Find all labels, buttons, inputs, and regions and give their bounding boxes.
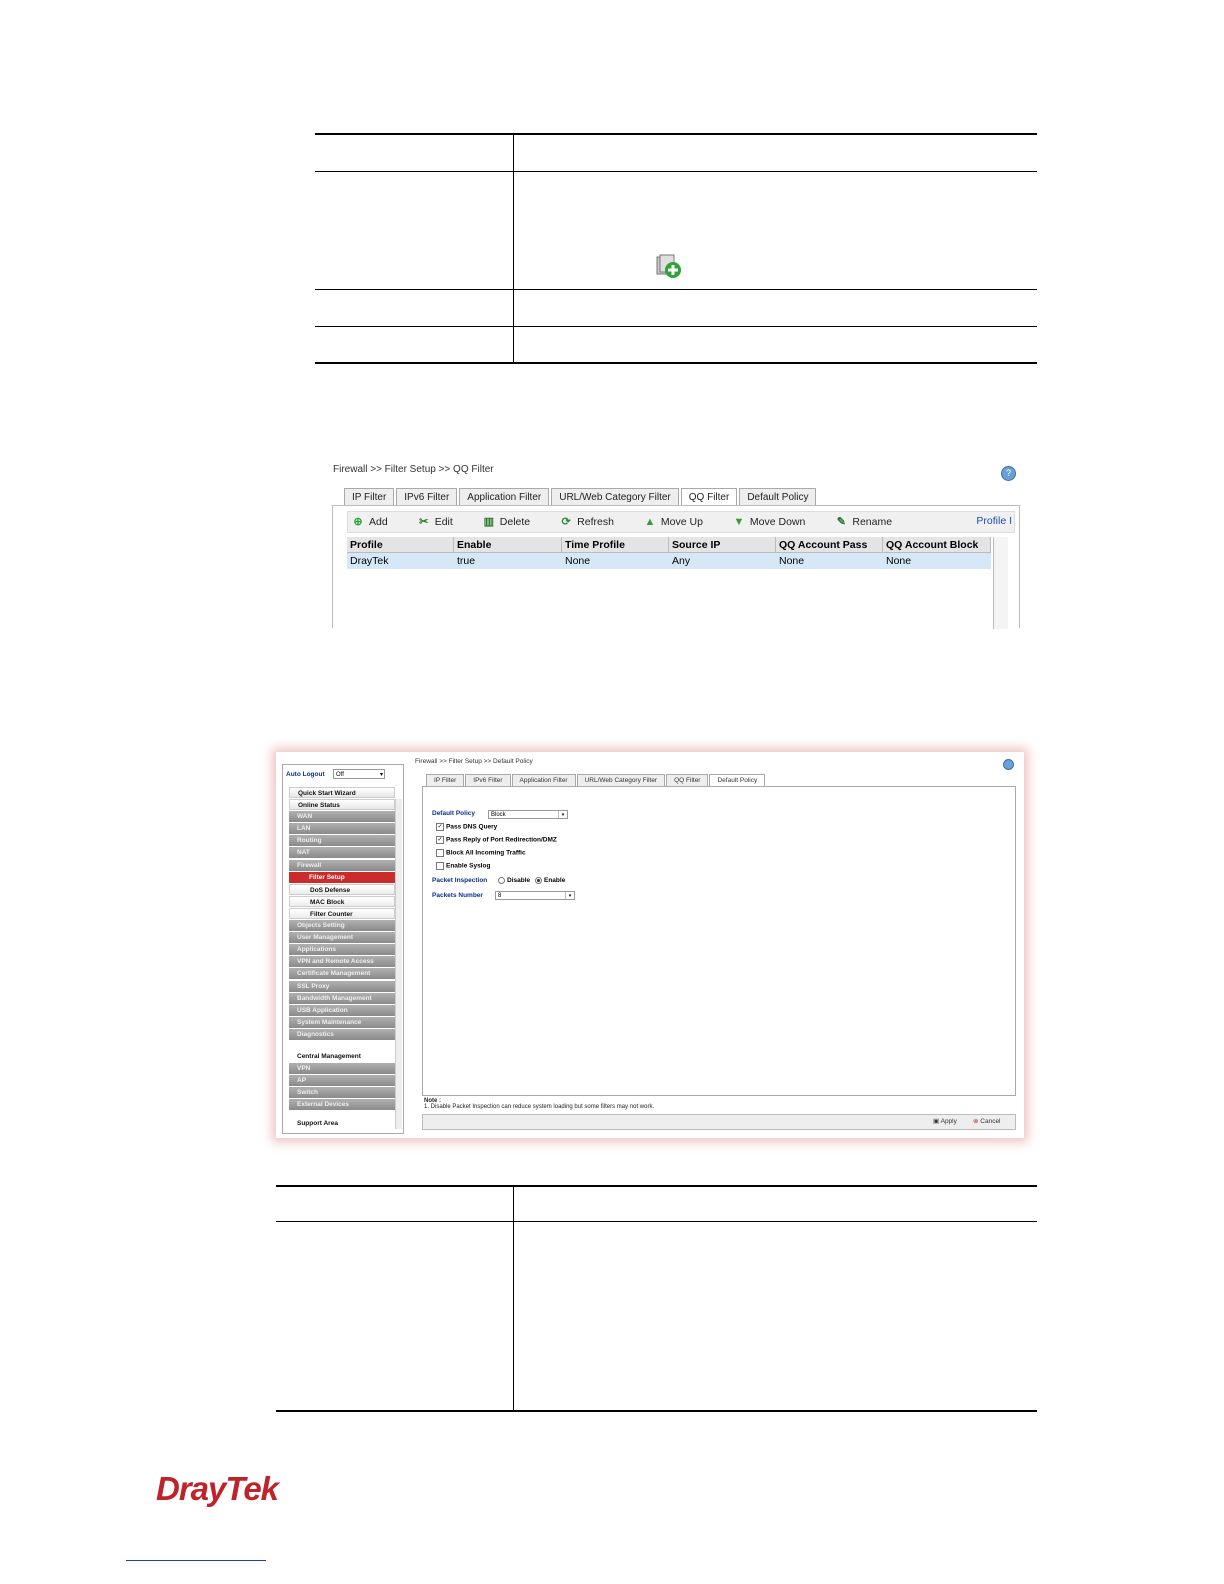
- sidebar-item-dos-defense[interactable]: DoS Defense: [289, 884, 395, 895]
- column-header[interactable]: Enable: [454, 537, 562, 553]
- default-policy-select[interactable]: Block ▾: [488, 810, 568, 819]
- enable-radio[interactable]: [535, 877, 542, 884]
- edit-icon: ✂: [419, 516, 429, 528]
- disable-radio[interactable]: [498, 877, 505, 884]
- help-icon[interactable]: ?: [1001, 466, 1016, 481]
- sidebar-item-quick-start-wizard[interactable]: Quick Start Wizard: [289, 787, 395, 798]
- column-header[interactable]: QQ Account Pass: [776, 537, 883, 553]
- chevron-down-icon: ▾: [379, 772, 383, 778]
- packet-inspection-label: Packet Inspection: [432, 877, 488, 884]
- sidebar-item-external-devices[interactable]: External Devices: [289, 1099, 395, 1110]
- rename-button[interactable]: ✎ Rename: [836, 516, 893, 528]
- sidebar-item-switch[interactable]: Switch: [289, 1087, 395, 1098]
- tab-default-policy[interactable]: Default Policy: [739, 488, 816, 506]
- qq-filter-panel: [330, 462, 1020, 627]
- delete-button[interactable]: ▥ Delete: [483, 516, 531, 528]
- help-icon[interactable]: [1003, 759, 1014, 770]
- tab-ipv6-filter[interactable]: IPv6 Filter: [396, 488, 457, 506]
- breadcrumb: Firewall >> Filter Setup >> Default Policy: [415, 758, 533, 765]
- trash-icon: ▥: [483, 516, 494, 528]
- sidebar-item-nat[interactable]: NAT: [289, 847, 395, 858]
- sidebar-item-user-management[interactable]: User Management: [289, 932, 395, 943]
- pass-dns-label: Pass DNS Query: [446, 823, 498, 831]
- pass-dns-checkbox[interactable]: ✓: [437, 824, 443, 830]
- disable-label: Disable: [507, 877, 531, 885]
- action-bar: [422, 1114, 1016, 1130]
- sidebar-item-vpn[interactable]: VPN: [289, 1063, 395, 1074]
- sidebar-item-online-status[interactable]: Online Status: [289, 799, 395, 810]
- cancel-button[interactable]: ⊗ Cancel: [973, 1118, 1001, 1125]
- sidebar-item-certificate-management[interactable]: Certificate Management: [289, 968, 395, 979]
- enable-syslog-label: Enable Syslog: [446, 862, 491, 870]
- enable-label: Enable: [544, 877, 566, 885]
- sidebar-item-firewall[interactable]: Firewall: [289, 860, 395, 871]
- rename-icon: ✎: [836, 516, 846, 528]
- refresh-icon: ⟳: [561, 516, 571, 528]
- tab-application-filter[interactable]: Application Filter: [512, 774, 576, 787]
- chevron-down-icon: ▾: [565, 892, 574, 899]
- move-up-button[interactable]: ▲ Move Up: [644, 516, 703, 528]
- sidebar-item-mac-block[interactable]: MAC Block: [289, 896, 395, 907]
- table-header: [347, 537, 991, 553]
- sidebar-item-wan[interactable]: WAN: [289, 811, 395, 822]
- tab-url-web-category-filter[interactable]: URL/Web Category Filter: [577, 774, 666, 787]
- table-cell: Any: [669, 553, 776, 569]
- add-profile-icon: [655, 253, 683, 279]
- tab-application-filter[interactable]: Application Filter: [459, 488, 549, 506]
- arrow-down-icon: ▼: [733, 516, 745, 528]
- tab-content: [332, 505, 1020, 628]
- pass-reply-label: Pass Reply of Port Redirection/DMZ: [446, 836, 557, 844]
- block-all-checkbox[interactable]: [436, 849, 444, 857]
- central-management-header: Central Management: [289, 1051, 395, 1062]
- note: [424, 1098, 654, 1110]
- table-cell: DrayTek: [347, 553, 454, 569]
- draytek-logo: DrayTek: [156, 1470, 279, 1507]
- pass-reply-checkbox[interactable]: ✓: [437, 837, 443, 843]
- add-icon: ⊕: [353, 516, 363, 528]
- block-all-label: Block All Incoming Traffic: [446, 849, 526, 857]
- sidebar-item-usb-application[interactable]: USB Application: [289, 1005, 395, 1016]
- sidebar-item-applications[interactable]: Applications: [289, 944, 395, 955]
- note-title: Note :: [424, 1098, 441, 1104]
- breadcrumb: Firewall >> Filter Setup >> QQ Filter: [333, 464, 494, 475]
- arrow-up-icon: ▲: [644, 516, 656, 528]
- sidebar-item-bandwidth-management[interactable]: Bandwidth Management: [289, 993, 395, 1004]
- column-header[interactable]: Source IP: [669, 537, 776, 553]
- tab-default-policy[interactable]: Default Policy: [709, 774, 765, 787]
- sidebar-item-lan[interactable]: LAN: [289, 823, 395, 834]
- sidebar-item-filter-setup[interactable]: Filter Setup: [289, 872, 395, 883]
- sidebar-item-diagnostics[interactable]: Diagnostics: [289, 1029, 395, 1040]
- chevron-down-icon: ▾: [558, 811, 567, 818]
- tab-ip-filter[interactable]: IP Filter: [426, 774, 464, 787]
- table-cell: true: [454, 553, 562, 569]
- default-policy-label: Default Policy: [432, 810, 475, 817]
- sidebar-item-ap[interactable]: AP: [289, 1075, 395, 1086]
- tab-ip-filter[interactable]: IP Filter: [344, 488, 394, 506]
- sidebar-item-system-maintenance[interactable]: System Maintenance: [289, 1017, 395, 1028]
- refresh-button[interactable]: ⟳ Refresh: [561, 516, 614, 528]
- tab-url-web-category-filter[interactable]: URL/Web Category Filter: [551, 488, 679, 506]
- sidebar-item-ssl-proxy[interactable]: SSL Proxy: [289, 981, 395, 992]
- vertical-scrollbar[interactable]: [993, 537, 1008, 629]
- table-cell: None: [562, 553, 669, 569]
- auto-logout-select[interactable]: Off ▾: [333, 769, 385, 779]
- auto-logout-label: Auto Logout: [286, 771, 325, 778]
- add-button[interactable]: ⊕ Add: [353, 516, 388, 528]
- move-down-button[interactable]: ▼ Move Down: [733, 516, 806, 528]
- tab-bar: [344, 488, 818, 506]
- sidebar-item-vpn-remote-access[interactable]: VPN and Remote Access: [289, 956, 395, 967]
- tab-ipv6-filter[interactable]: IPv6 Filter: [465, 774, 510, 787]
- tab-content: [422, 786, 1016, 1096]
- edit-button[interactable]: ✂ Edit: [419, 516, 453, 528]
- packets-number-label: Packets Number: [432, 892, 483, 899]
- profile-link[interactable]: Profile I: [976, 515, 1012, 527]
- table-cell: None: [883, 553, 991, 569]
- sidebar-item-support-area[interactable]: Support Area: [289, 1118, 395, 1129]
- enable-syslog-checkbox[interactable]: [436, 862, 444, 870]
- table-row[interactable]: [347, 553, 991, 569]
- column-header[interactable]: QQ Account Block: [883, 537, 991, 553]
- main-content: [412, 758, 1018, 1132]
- column-header[interactable]: Profile: [347, 537, 454, 553]
- cancel-icon: ⊗: [973, 1118, 979, 1125]
- sidebar-item-routing[interactable]: Routing: [289, 835, 395, 846]
- default-policy-screenshot: [276, 752, 1024, 1138]
- table-cell: None: [776, 553, 883, 569]
- column-header[interactable]: Time Profile: [562, 537, 669, 553]
- toolbar: [347, 511, 1015, 533]
- save-icon: ▣: [933, 1118, 940, 1125]
- sidebar: [282, 764, 404, 1134]
- sidebar-scrollbar[interactable]: [395, 799, 402, 1129]
- apply-button[interactable]: ▣ Apply: [933, 1118, 957, 1125]
- profile-table: [347, 537, 991, 569]
- note-text: 1. Disable Packet Inspection can reduce system loading but some filters may not work.: [424, 1104, 655, 1110]
- sidebar-item-filter-counter[interactable]: Filter Counter: [289, 908, 395, 919]
- tab-qq-filter[interactable]: QQ Filter: [666, 774, 708, 787]
- tab-qq-filter[interactable]: QQ Filter: [681, 488, 738, 506]
- footer-link-underline: [126, 1560, 266, 1561]
- sidebar-item-objects-setting[interactable]: Objects Setting: [289, 920, 395, 931]
- sidebar-menu: [289, 787, 395, 1131]
- packets-number-select[interactable]: 8 ▾: [495, 891, 575, 900]
